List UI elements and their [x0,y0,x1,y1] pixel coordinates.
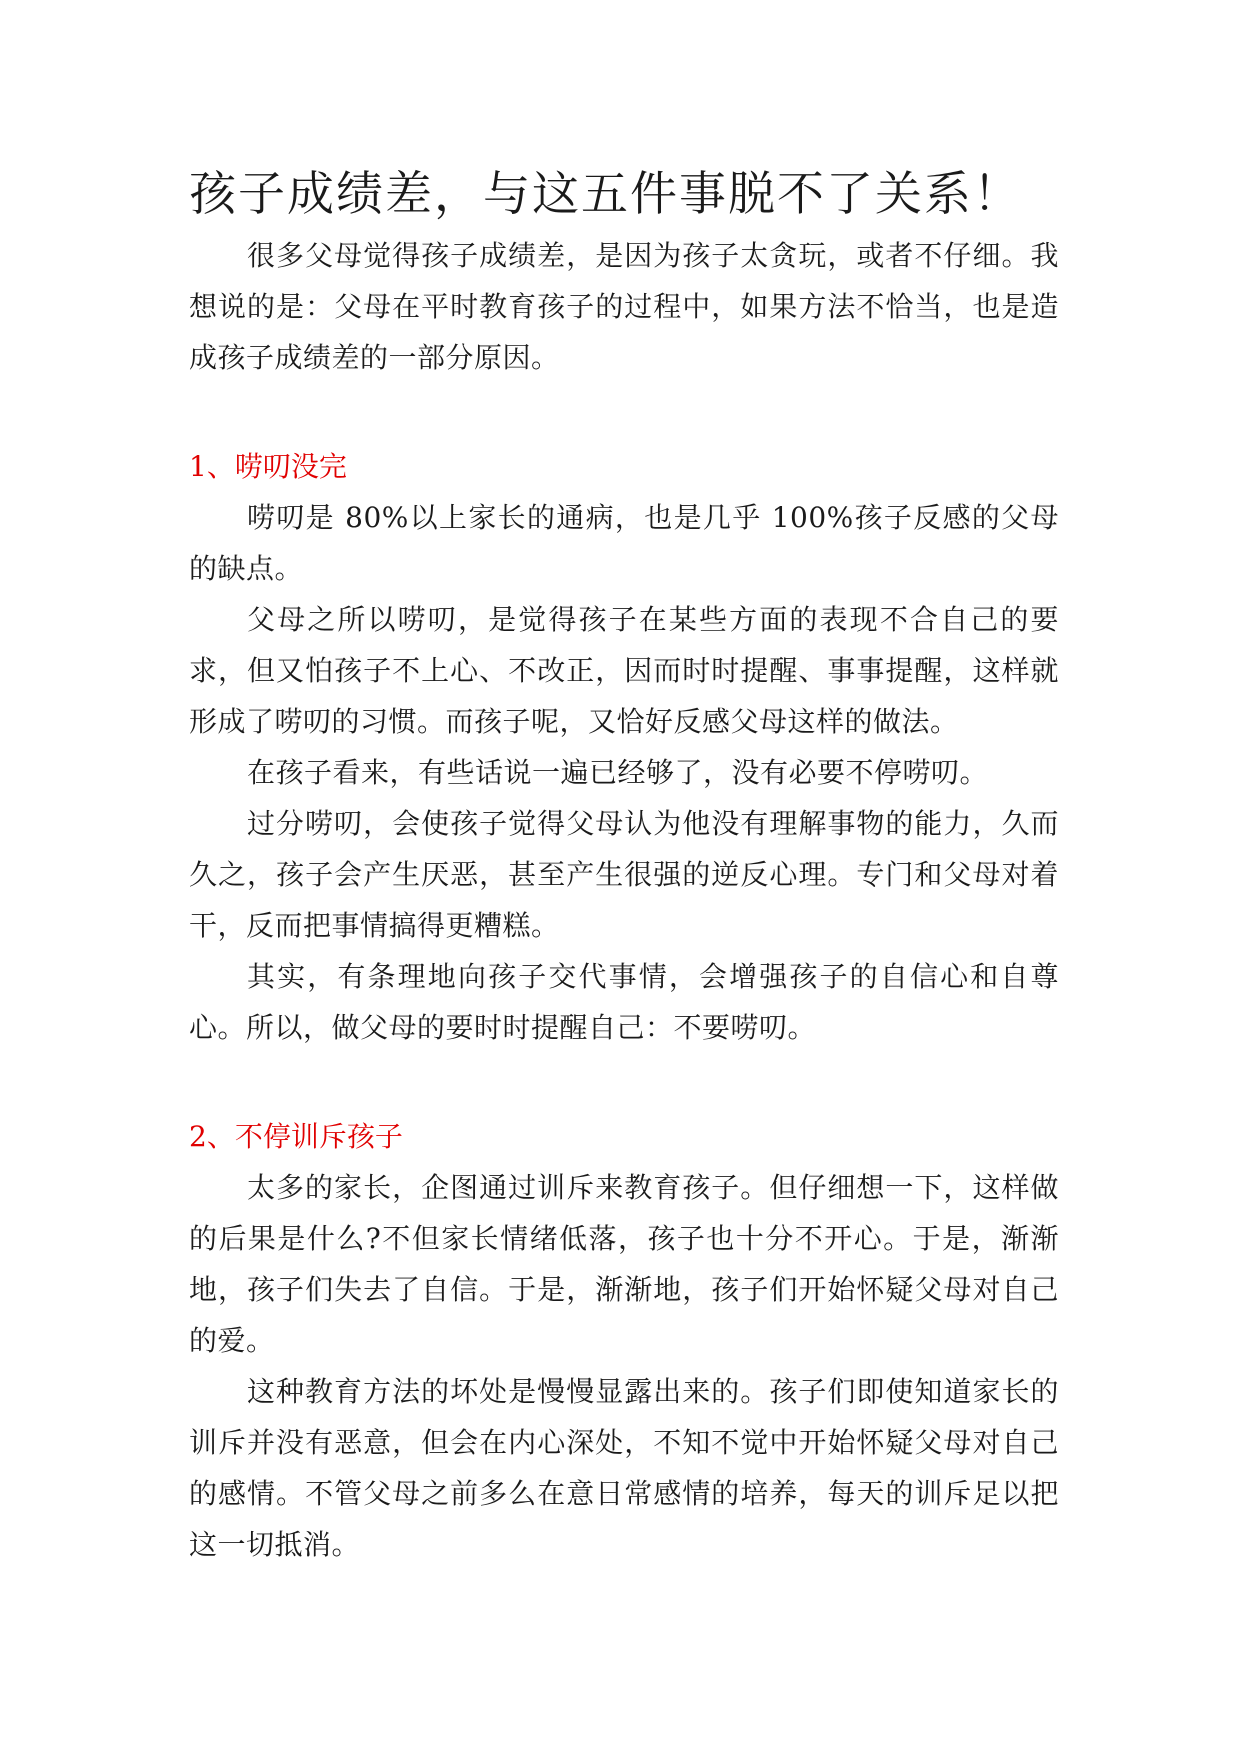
document-page [189,160,1059,1570]
section-heading: 1、唠叨没完 [189,450,347,483]
document-title: 孩子成绩差，与这五件事脱不了关系！ [189,167,1022,222]
section-2 [189,1111,1059,1570]
body-paragraph: 父母之所以唠叨，是觉得孩子在某些方面的表现不合自己的要求，但又怕孩子不上心、不改正，因而时时提醒、事事提醒，这样就形成了唠叨的习惯。而孩子呢，又恰好反感父母这样的做法。 [189,603,1059,738]
section-1 [189,441,1059,1053]
intro-paragraph: 很多父母觉得孩子成绩差，是因为孩子太贪玩，或者不仔细。我想说的是：父母在平时教育孩子的过程中，如果方法不恰当，也是造成孩子成绩差的一部分原因。 [189,239,1059,374]
body-paragraph: 太多的家长，企图通过训斥来教育孩子。但仔细想一下，这样做的后果是什么?不但家长情绪低落，孩子也十分不开心。于是，渐渐地，孩子们失去了自信。于是，渐渐地，孩子们开始怀疑父母对自己的爱。 [189,1171,1059,1357]
body-paragraph: 在孩子看来，有些话说一遍已经够了，没有必要不停唠叨。 [247,756,989,789]
section-heading: 2、不停训斥孩子 [189,1120,403,1153]
body-paragraph: 唠叨是 80%以上家长的通病，也是几乎 100%孩子反感的父母的缺点。 [189,501,1059,585]
body-paragraph: 这种教育方法的坏处是慢慢显露出来的。孩子们即使知道家长的训斥并没有恶意，但会在内心深处，不知不觉中开始怀疑父母对自己的感情。不管父母之前多么在意日常感情的培养，每天的训斥足以把这一切抵消。 [189,1375,1059,1561]
body-paragraph: 其实，有条理地向孩子交代事情，会增强孩子的自信心和自尊心。所以，做父母的要时时提醒自己：不要唠叨。 [189,960,1059,1044]
body-paragraph: 过分唠叨，会使孩子觉得父母认为他没有理解事物的能力，久而久之，孩子会产生厌恶，甚至产生很强的逆反心理。专门和父母对着干，反而把事情搞得更糟糕。 [189,807,1059,942]
